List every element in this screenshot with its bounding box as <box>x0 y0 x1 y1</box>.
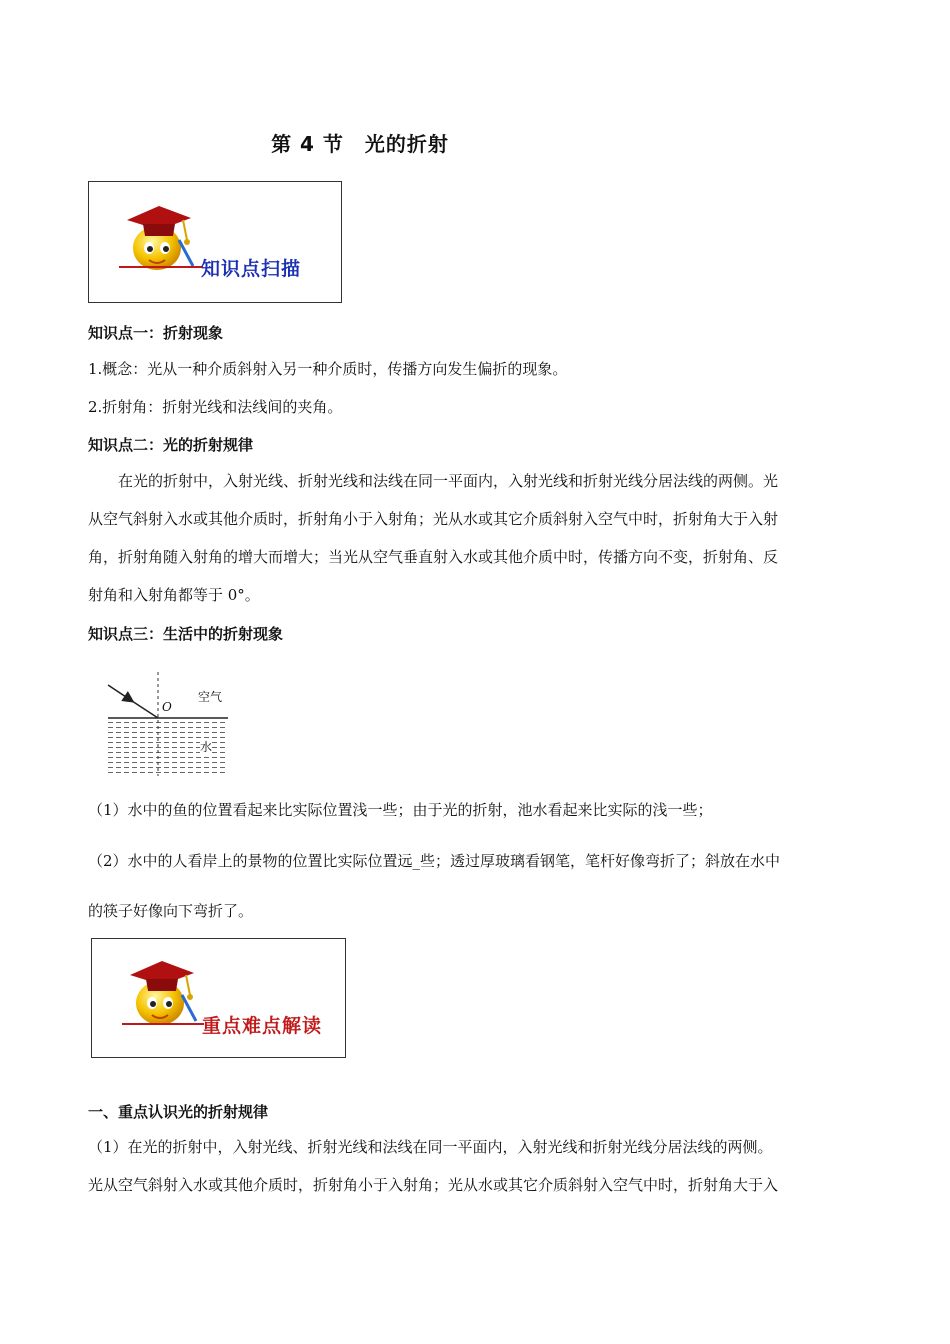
section-heading: 知识点二：光的折射规律 <box>88 436 254 454</box>
water-label: 水 <box>200 740 213 754</box>
list-item: （1）水中的鱼的位置看起来比实际位置浅一些；由于光的折射，池水看起来比实际的浅一些； <box>88 801 713 819</box>
section-heading: 一、重点认识光的折射规律 <box>88 1103 269 1121</box>
mascot-graduation-cap-icon <box>116 951 206 1041</box>
section-heading: 知识点三：生活中的折射现象 <box>88 625 284 643</box>
section-heading: 知识点一：折射现象 <box>88 324 224 342</box>
banner-underline <box>119 266 203 268</box>
refraction-diagram <box>100 670 235 780</box>
paragraph-line: 从空气斜射入水或其他介质时，折射角小于入射角；光从水或其它介质斜射入空气中时，折射角大于入射 <box>88 510 779 528</box>
paragraph-line: （1）在光的折射中，入射光线、折射光线和法线在同一平面内，入射光线和折射光线分居法线的两侧。 <box>88 1138 773 1156</box>
paragraph-line: 光从空气斜射入水或其他介质时，折射角小于入射角；光从水或其它介质斜射入空气中时，折射角大于入 <box>88 1176 779 1194</box>
page-title: 第 4 节 光的折射 <box>271 132 449 156</box>
banner-label: 重点难点解读 <box>202 1015 323 1037</box>
section-text: 2.折射角：折射光线和法线间的夹角。 <box>88 398 343 416</box>
banner-underline <box>122 1023 204 1025</box>
origin-label: O <box>162 700 172 714</box>
air-label: 空气 <box>198 690 223 704</box>
incident-ray-arrow <box>108 685 132 701</box>
section-text: 1.概念：光从一种介质斜射入另一种介质时，传播方向发生偏折的现象。 <box>88 360 568 378</box>
paragraph-line: 在光的折射中，入射光线、折射光线和法线在同一平面内，入射光线和折射光线分居法线的两侧。光 <box>118 472 779 490</box>
banner-label: 知识点扫描 <box>201 258 302 280</box>
paragraph-line: 射角和入射角都等于 0°。 <box>88 586 260 604</box>
key-difficulty-banner <box>91 938 346 1058</box>
mascot-graduation-cap-icon <box>113 196 203 286</box>
knowledge-scan-banner <box>88 181 342 303</box>
list-item: 的筷子好像向下弯折了。 <box>88 902 254 920</box>
incident-ray <box>132 701 158 718</box>
list-item: （2）水中的人看岸上的景物的位置比实际位置远_些；透过厚玻璃看钢笔，笔杆好像弯折了；斜放在水中 <box>88 852 781 870</box>
paragraph-line: 角，折射角随入射角的增大而增大；当光从空气垂直射入水或其他介质中时，传播方向不变，折射角、反 <box>88 548 779 566</box>
